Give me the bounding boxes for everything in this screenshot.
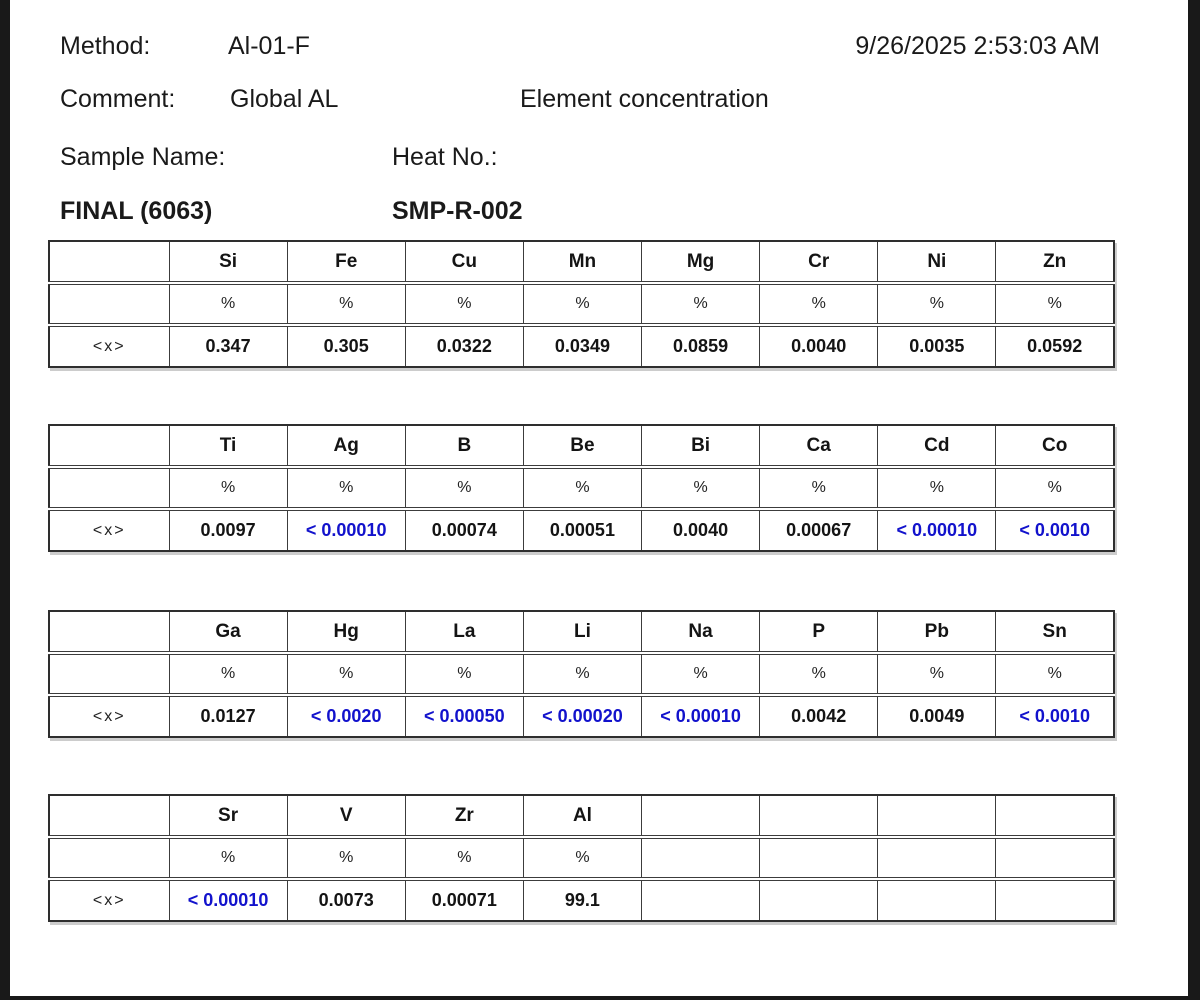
mean-value-cell: 0.0049 <box>878 695 996 737</box>
mean-value-cell: 0.0592 <box>996 325 1114 367</box>
unit-cell: % <box>878 653 996 695</box>
element-symbol-cell: Mg <box>642 241 760 283</box>
row-label-cell <box>49 467 169 509</box>
table-row <box>49 241 1114 283</box>
mean-value-cell: < 0.00010 <box>878 509 996 551</box>
element-symbol-cell: Cr <box>760 241 878 283</box>
unit-cell: % <box>169 283 287 325</box>
scan-edge-left <box>0 0 10 1000</box>
unit-cell: % <box>405 283 523 325</box>
element-symbol-cell: La <box>405 611 523 653</box>
element-symbol-cell: V <box>287 795 405 837</box>
element-symbol-cell: Hg <box>287 611 405 653</box>
unit-cell: % <box>996 653 1114 695</box>
mean-value-cell: < 0.00010 <box>642 695 760 737</box>
mean-value-cell <box>760 879 878 921</box>
element-symbol-cell: Fe <box>287 241 405 283</box>
mean-value-cell <box>642 879 760 921</box>
element-symbol-cell: Li <box>523 611 641 653</box>
mean-value-cell: < 0.00020 <box>523 695 641 737</box>
unit-cell: % <box>169 467 287 509</box>
element-symbol-cell: Be <box>523 425 641 467</box>
unit-cell: % <box>523 837 641 879</box>
row-label-cell <box>49 653 169 695</box>
unit-cell: % <box>405 837 523 879</box>
mean-value-cell: 0.00051 <box>523 509 641 551</box>
mean-value-cell: 0.0073 <box>287 879 405 921</box>
table-row <box>49 283 1114 325</box>
table-row <box>49 425 1114 467</box>
table-row <box>49 695 1114 737</box>
method-value: Al-01-F <box>228 32 310 60</box>
element-symbol-cell: Ag <box>287 425 405 467</box>
element-symbol-cell: Zn <box>996 241 1114 283</box>
row-label-cell <box>49 795 169 837</box>
report-timestamp: 9/26/2025 2:53:03 AM <box>855 32 1100 60</box>
element-symbol-cell: Bi <box>642 425 760 467</box>
unit-cell <box>760 837 878 879</box>
heat-no-label: Heat No.: <box>392 143 498 171</box>
mean-value-cell: < 0.00010 <box>169 879 287 921</box>
table-row <box>49 509 1114 551</box>
element-symbol-cell: Cu <box>405 241 523 283</box>
mean-value-cell: < 0.00010 <box>287 509 405 551</box>
element-symbol-cell: Al <box>523 795 641 837</box>
unit-cell: % <box>760 467 878 509</box>
mean-value-cell: < 0.0020 <box>287 695 405 737</box>
element-symbol-cell: Ca <box>760 425 878 467</box>
report-page <box>10 0 1188 996</box>
unit-cell: % <box>642 653 760 695</box>
unit-cell: % <box>169 653 287 695</box>
table-row <box>49 879 1114 921</box>
mean-value-cell: 0.0040 <box>760 325 878 367</box>
mean-value-cell: 0.00074 <box>405 509 523 551</box>
mean-value-cell: < 0.0010 <box>996 695 1114 737</box>
unit-cell: % <box>878 283 996 325</box>
unit-cell: % <box>405 653 523 695</box>
mean-value-cell: 0.0322 <box>405 325 523 367</box>
unit-cell <box>878 837 996 879</box>
element-concentration-table-2 <box>48 424 1115 552</box>
sample-name-value: FINAL (6063) <box>60 197 213 225</box>
element-symbol-cell: Co <box>996 425 1114 467</box>
table-row <box>49 795 1114 837</box>
element-symbol-cell: B <box>405 425 523 467</box>
table-row <box>49 611 1114 653</box>
mean-value-cell: 99.1 <box>523 879 641 921</box>
unit-cell: % <box>169 837 287 879</box>
unit-cell: % <box>760 283 878 325</box>
mean-value-cell: < 0.00050 <box>405 695 523 737</box>
element-concentration-table-1 <box>48 240 1115 368</box>
comment-label: Comment: <box>60 85 176 113</box>
table-row <box>49 837 1114 879</box>
mean-value-cell: 0.0040 <box>642 509 760 551</box>
mean-value-cell: 0.0127 <box>169 695 287 737</box>
unit-cell: % <box>996 283 1114 325</box>
table-row <box>49 467 1114 509</box>
element-symbol-cell: Sr <box>169 795 287 837</box>
element-symbol-cell: Ga <box>169 611 287 653</box>
mean-value-cell: 0.00071 <box>405 879 523 921</box>
unit-cell: % <box>642 283 760 325</box>
element-symbol-cell: Sn <box>996 611 1114 653</box>
element-symbol-cell: Mn <box>523 241 641 283</box>
unit-cell: % <box>287 653 405 695</box>
comment-value: Global AL <box>230 85 339 113</box>
mean-value-cell: 0.305 <box>287 325 405 367</box>
unit-cell: % <box>523 467 641 509</box>
unit-cell: % <box>287 467 405 509</box>
unit-cell: % <box>523 283 641 325</box>
unit-cell: % <box>287 283 405 325</box>
mean-row-label: <x> <box>49 509 169 551</box>
element-concentration-table-4 <box>48 794 1115 922</box>
row-label-cell <box>49 837 169 879</box>
element-symbol-cell: Cd <box>878 425 996 467</box>
mean-value-cell: 0.0349 <box>523 325 641 367</box>
unit-cell: % <box>642 467 760 509</box>
element-symbol-cell: Si <box>169 241 287 283</box>
mean-value-cell: 0.0859 <box>642 325 760 367</box>
element-symbol-cell <box>996 795 1114 837</box>
mean-value-cell: 0.00067 <box>760 509 878 551</box>
unit-cell: % <box>878 467 996 509</box>
heat-no-value: SMP-R-002 <box>392 197 523 225</box>
element-symbol-cell: P <box>760 611 878 653</box>
element-symbol-cell: Zr <box>405 795 523 837</box>
sample-name-label: Sample Name: <box>60 143 226 171</box>
unit-cell: % <box>760 653 878 695</box>
mean-row-label: <x> <box>49 695 169 737</box>
element-symbol-cell: Ti <box>169 425 287 467</box>
element-symbol-cell: Na <box>642 611 760 653</box>
unit-cell: % <box>996 467 1114 509</box>
row-label-cell <box>49 425 169 467</box>
element-symbol-cell: Pb <box>878 611 996 653</box>
mean-row-label: <x> <box>49 325 169 367</box>
method-label: Method: <box>60 32 151 60</box>
unit-cell: % <box>523 653 641 695</box>
mean-value-cell: 0.347 <box>169 325 287 367</box>
element-symbol-cell: Ni <box>878 241 996 283</box>
unit-cell: % <box>405 467 523 509</box>
row-label-cell <box>49 283 169 325</box>
mean-value-cell: < 0.0010 <box>996 509 1114 551</box>
unit-cell: % <box>287 837 405 879</box>
element-symbol-cell <box>760 795 878 837</box>
scan-edge-bottom <box>0 996 1200 1000</box>
mean-value-cell <box>878 879 996 921</box>
mean-value-cell <box>996 879 1114 921</box>
element-symbol-cell <box>642 795 760 837</box>
mean-value-cell: 0.0042 <box>760 695 878 737</box>
table-row <box>49 325 1114 367</box>
element-concentration-table-3 <box>48 610 1115 738</box>
table-row <box>49 653 1114 695</box>
row-label-cell <box>49 611 169 653</box>
unit-cell <box>996 837 1114 879</box>
unit-cell <box>642 837 760 879</box>
row-label-cell <box>49 241 169 283</box>
scan-edge-right <box>1188 0 1200 1000</box>
report-title: Element concentration <box>520 85 769 113</box>
mean-row-label: <x> <box>49 879 169 921</box>
mean-value-cell: 0.0035 <box>878 325 996 367</box>
element-symbol-cell <box>878 795 996 837</box>
mean-value-cell: 0.0097 <box>169 509 287 551</box>
